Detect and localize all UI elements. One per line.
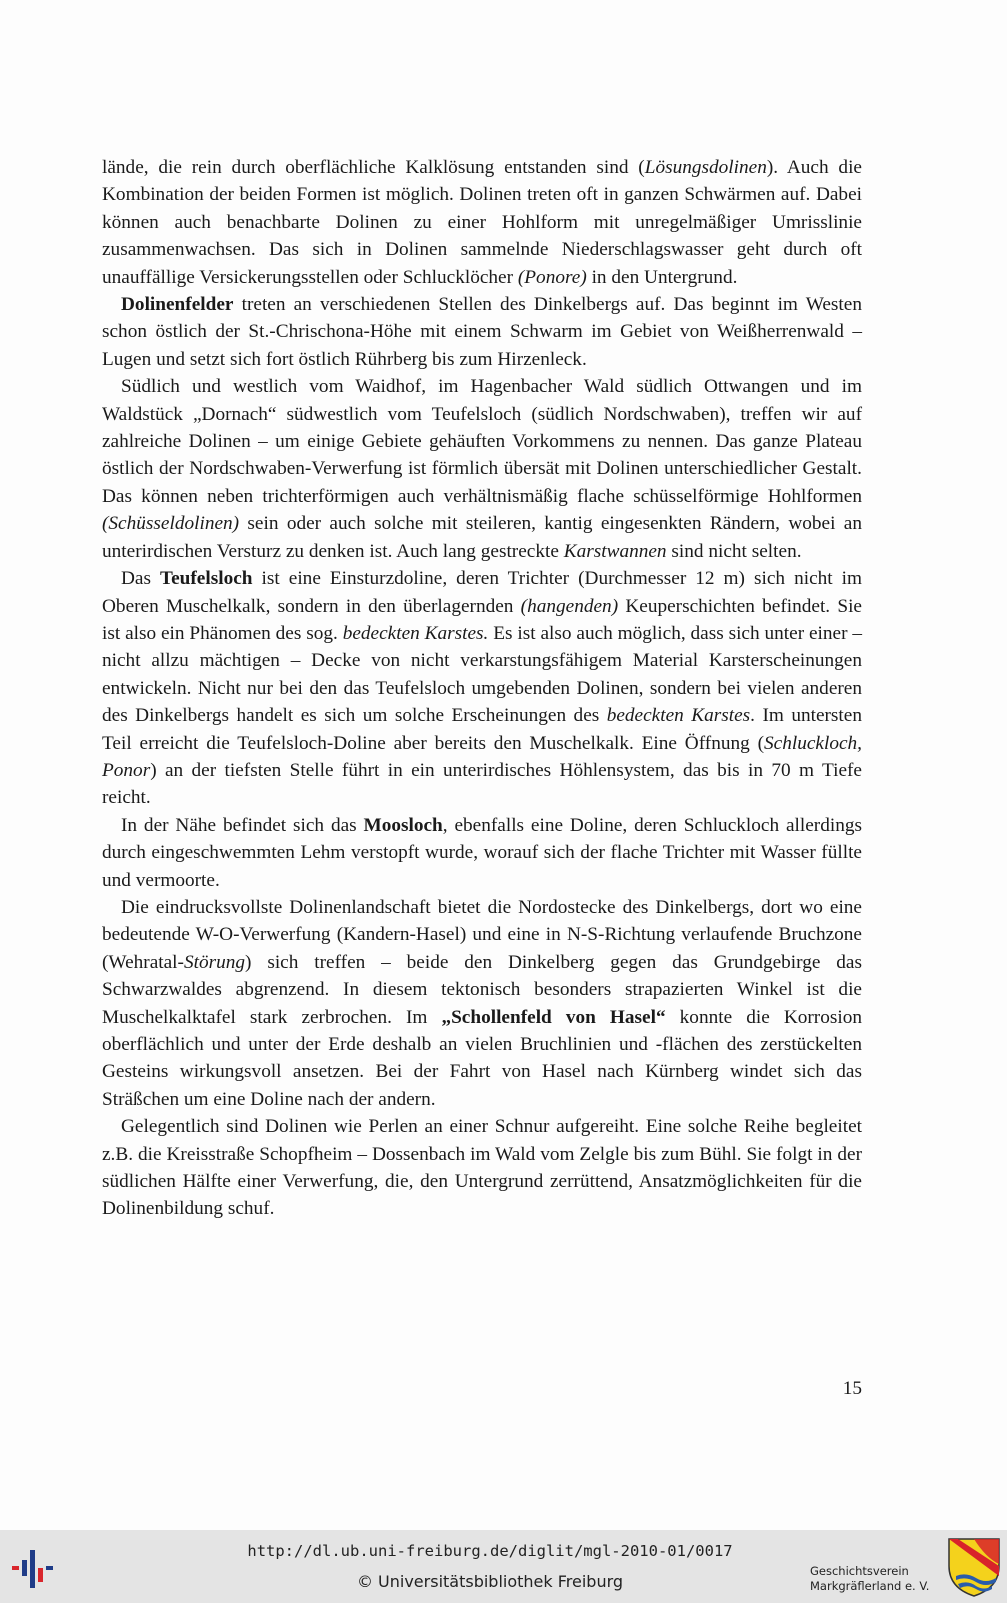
text-run: . Im untersten Teil erreicht die Teufelsloch-Doline aber bereits den Muschelkalk. Eine Öffnung (: [102, 705, 862, 754]
body-paragraph: [102, 812, 862, 894]
society-name-line2: Markgräflerland e. V.: [810, 1579, 930, 1593]
text-run: Südlich und westlich vom Waidhof, im Hagenbacher Wald südlich Ottwangen und im Waldstück „Dornach“ südwestlich vom Teufelsloch (südlich Nordschwaben), treffen wir auf zahlreiche Dolinen – um einige Gebiete gehäuften Vorkommens zu nennen. Das ganze Plateau östlich der Nordschwaben-Verwerfung ist förmlich übersät mit Dolinen unterschiedlicher Gestalt. Das können neben trichterförmigen auch verhältnismäßig flache schüsselförmige Hohlformen: [102, 376, 862, 507]
document-url-link[interactable]: http://dl.ub.uni-freiburg.de/diglit/mgl-2010-01/0017: [247, 1542, 733, 1560]
body-paragraph: [102, 154, 862, 291]
text-run: Das: [121, 568, 161, 590]
bold-term: Dolinenfelder: [121, 294, 234, 316]
text-run: Es ist also auch möglich, dass sich unter einer – nicht allzu mächtigen – Decke von nicht verkarstungsfähigem Material Karsterscheinungen entwickeln. Nicht nur bei den das Teufelsloch umgebenden Dolinen, sondern bei vielen anderen des Dinkelbergs handelt es sich um solche Erscheinungen des: [102, 622, 863, 727]
italic-term: (Schüsseldolinen): [102, 513, 240, 535]
text-run: lände, die rein durch oberflächliche Kalklösung entstanden sind (: [102, 157, 645, 178]
text-run: sein oder auch solche mit steileren, kantig eingesenkten Rändern, wobei an unterirdischen Versturz zu denken ist. Auch lang gestreckte: [102, 513, 862, 562]
text-run: ). Auch die Kombination der beiden Formen ist möglich. Dolinen treten oft in ganzen Schwärmen auf. Dabei können auch benachbarte Dolinen zu einer Hohlform mit unregelmäßiger Umrisslinie zusammenwachsen. Das sich in Dolinen sammelnde Niederschlagswasser geht durch oft unauffällige Versickerungsstellen oder Schlucklöcher: [102, 157, 862, 288]
text-run: Gelegentlich sind Dolinen wie Perlen an einer Schnur aufgereiht. Eine solche Reihe begleitet z.B. die Kreisstraße Schopfheim – Dossenbach im Wald vom Zelgle bis zum Bühl. Sie folgt in der südlichen Hälfte einer Verwerfung, die, den Untergrund zerrüttend, Ansatzmöglichkeiten für die Dolinenbildung schuf.: [102, 1116, 862, 1220]
italic-term: bedeckten Karstes: [606, 705, 751, 727]
text-run: ist eine Einsturzdoline, deren Trichter (Durchmesser 12 m) sich nicht im Oberen Muschelkalk, sondern in den überlagernden: [102, 568, 862, 617]
bold-term: Moosloch: [363, 814, 443, 836]
bold-term: „Schollenfeld von Hasel“: [441, 1006, 666, 1028]
italic-term: (Ponore): [517, 266, 587, 288]
text-run: konnte die Korrosion oberflächlich und unter der Erde deshalb an vielen Bruchlinien und -flächen des zerstückelten Gesteins wirkungsvoll ansetzen. Bei der Fahrt von Hasel nach Kürnberg windet sich das Sträßchen um eine Doline nach der andern.: [102, 1006, 863, 1110]
text-run: In der Nähe befindet sich das: [121, 814, 364, 836]
geschichtsverein-crest-icon: [946, 1536, 1002, 1598]
italic-term: Störung: [183, 951, 246, 973]
text-run: , ebenfalls eine Doline, deren Schluckloch allerdings durch eingeschwemmten Lehm verstopft wurde, worauf sich der flache Trichter mit Wasser füllte und vermoorte.: [102, 814, 862, 891]
text-run: sind nicht selten.: [666, 540, 802, 562]
body-paragraph: [102, 565, 862, 812]
body-paragraph: [102, 291, 862, 373]
body-paragraph: [102, 373, 862, 565]
italic-term: Schluckloch, Ponor: [102, 732, 862, 781]
text-run: in den Untergrund.: [586, 266, 738, 288]
italic-term: Karstwannen: [563, 540, 667, 562]
text-run: ) an der tiefsten Stelle führt in ein unterirdisches Höhlensystem, das bis in 70 m Tiefe reicht.: [102, 759, 862, 809]
bold-term: Teufelsloch: [160, 568, 253, 590]
page-number: 15: [842, 1378, 862, 1399]
text-run: treten an verschiedenen Stellen des Dinkelbergs auf. Das beginnt im Westen schon östlich der St.-Chrischona-Höhe mit einem Schwarm im Gebiet von Weißherrenwald – Lugen und setzt sich fort östlich Rührberg bis zum Hirzenleck.: [102, 294, 862, 370]
society-name: [810, 1564, 950, 1594]
society-name-line1: Geschichtsverein: [810, 1564, 909, 1578]
viewer-footer: [0, 1530, 1007, 1603]
italic-term: (hangenden): [520, 595, 619, 617]
body-paragraph: [102, 894, 862, 1113]
body-paragraph: [102, 1113, 862, 1223]
text-run: ) sich treffen – beide den Dinkelberg gegen das Grundgebirge das Schwarzwaldes abgrenzend. In diesem tektonisch besonders strapazierten Winkel ist die Muschelkalktafel stark zerbrochen. Im: [102, 951, 862, 1028]
italic-term: Lösungsdolinen: [644, 157, 767, 178]
university-library-logo-icon: [10, 1546, 66, 1592]
text-run: Keuperschichten befindet. Sie ist also ein Phänomen des sog.: [102, 595, 862, 644]
text-run: Die eindrucksvollste Dolinenlandschaft bietet die Nordostecke des Dinkelbergs, dort wo eine bedeutende W-O-Verwerfung (Kandern-Hasel) und eine in N-S-Richtung verlaufende Bruchzone (Wehratal-: [102, 896, 862, 973]
copyright-text: © Universitätsbibliothek Freiburg: [356, 1572, 624, 1591]
body-text: [102, 154, 862, 1223]
italic-term: bedeckten Karstes.: [342, 622, 489, 644]
